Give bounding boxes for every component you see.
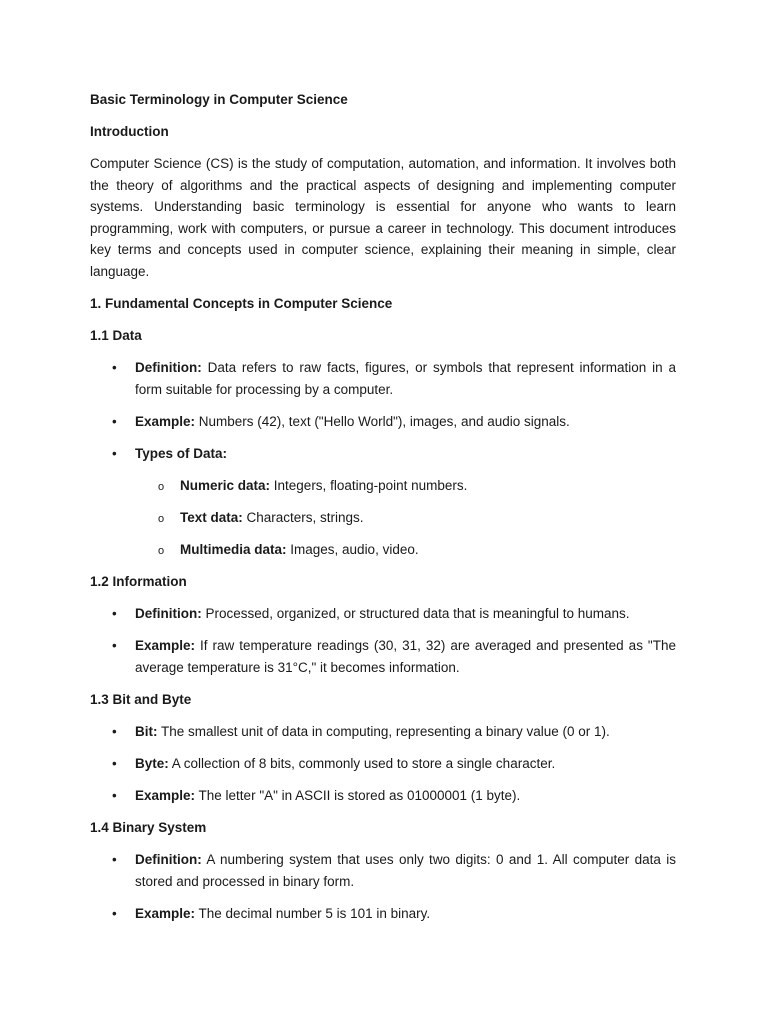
bullet-icon: •	[112, 445, 117, 461]
term-text: The smallest unit of data in computing, representing a binary value (0 or 1).	[157, 723, 610, 739]
data-heading: 1.1 Data	[90, 327, 142, 343]
binary-heading: 1.4 Binary System	[90, 819, 207, 835]
term-text: A numbering system that uses only two digits: 0 and 1. All computer data is stored and processed in binary form.	[135, 851, 676, 889]
list-item	[90, 357, 676, 401]
list-item	[90, 603, 676, 625]
intro-heading: Introduction	[90, 124, 169, 139]
sub-bullet-icon: o	[158, 512, 165, 525]
document-title: Basic Terminology in Computer Science	[90, 92, 348, 107]
binary-list	[90, 849, 676, 925]
term-label: Byte:	[135, 755, 169, 771]
bullet-icon: •	[112, 359, 117, 375]
term-label: Multimedia data:	[180, 541, 287, 557]
term-label: Types of Data:	[135, 445, 228, 461]
sub-bullet-icon: o	[158, 544, 165, 557]
information-heading: 1.2 Information	[90, 573, 187, 589]
list-item	[90, 443, 676, 465]
term-text: The decimal number 5 is 101 in binary.	[195, 905, 431, 921]
term-label: Numeric data:	[180, 477, 271, 493]
term-label: Definition:	[135, 851, 202, 867]
term-label: Example:	[135, 787, 196, 803]
term-text: If raw temperature readings (30, 31, 32) are averaged and presented as "The average temperature is 31°C," it becomes information.	[135, 637, 676, 675]
term-text: Images, audio, video.	[286, 541, 419, 557]
list-item	[90, 635, 676, 679]
section1-heading: 1. Fundamental Concepts in Computer Science	[90, 295, 393, 311]
data-types-list	[90, 475, 676, 561]
information-list	[90, 603, 676, 679]
bullet-icon: •	[112, 851, 117, 867]
term-text: Data refers to raw facts, figures, or symbols that represent information in a form suitable for processing by a computer.	[135, 359, 676, 397]
term-text: Numbers (42), text ("Hello World"), images, and audio signals.	[195, 413, 570, 429]
term-label: Text data:	[180, 509, 243, 525]
intro-paragraph: Computer Science (CS) is the study of computation, automation, and information. It involves both the theory of algorithms and the practical aspects of designing and implementing computer systems. Understanding basic terminology is essential for anyone who wants to learn programming, work with computers, or pursue a career in technology. This document introduces key terms and concepts used in computer science, explaining their meaning in simple, clear language.	[90, 156, 676, 279]
list-item	[90, 411, 676, 433]
bullet-icon: •	[112, 787, 117, 803]
list-item	[90, 903, 676, 925]
bullet-icon: •	[112, 413, 117, 429]
bit-byte-heading: 1.3 Bit and Byte	[90, 691, 192, 707]
sub-bullet-icon: o	[158, 480, 165, 493]
bullet-icon: •	[112, 755, 117, 771]
bullet-icon: •	[112, 723, 117, 739]
list-item	[90, 507, 676, 529]
document-body	[90, 89, 676, 935]
list-item	[90, 753, 676, 775]
term-label: Example:	[135, 413, 196, 429]
term-text: The letter "A" in ASCII is stored as 01000001 (1 byte).	[195, 787, 521, 803]
data-list	[90, 357, 676, 465]
bullet-icon: •	[112, 905, 117, 921]
term-text: Integers, floating-point numbers.	[270, 477, 468, 493]
term-label: Bit:	[135, 723, 158, 739]
list-item	[90, 785, 676, 807]
bullet-icon: •	[112, 637, 117, 653]
list-item	[90, 539, 676, 561]
term-label: Example:	[135, 905, 196, 921]
term-text: A collection of 8 bits, commonly used to store a single character.	[168, 755, 556, 771]
term-label: Example:	[135, 637, 196, 653]
list-item	[90, 849, 676, 893]
term-label: Definition:	[135, 359, 202, 375]
term-label: Definition:	[135, 605, 202, 621]
list-item	[90, 721, 676, 743]
bit-byte-list	[90, 721, 676, 807]
bullet-icon: •	[112, 605, 117, 621]
list-item	[90, 475, 676, 497]
term-text: Characters, strings.	[242, 509, 364, 525]
term-text: Processed, organized, or structured data that is meaningful to humans.	[201, 605, 630, 621]
